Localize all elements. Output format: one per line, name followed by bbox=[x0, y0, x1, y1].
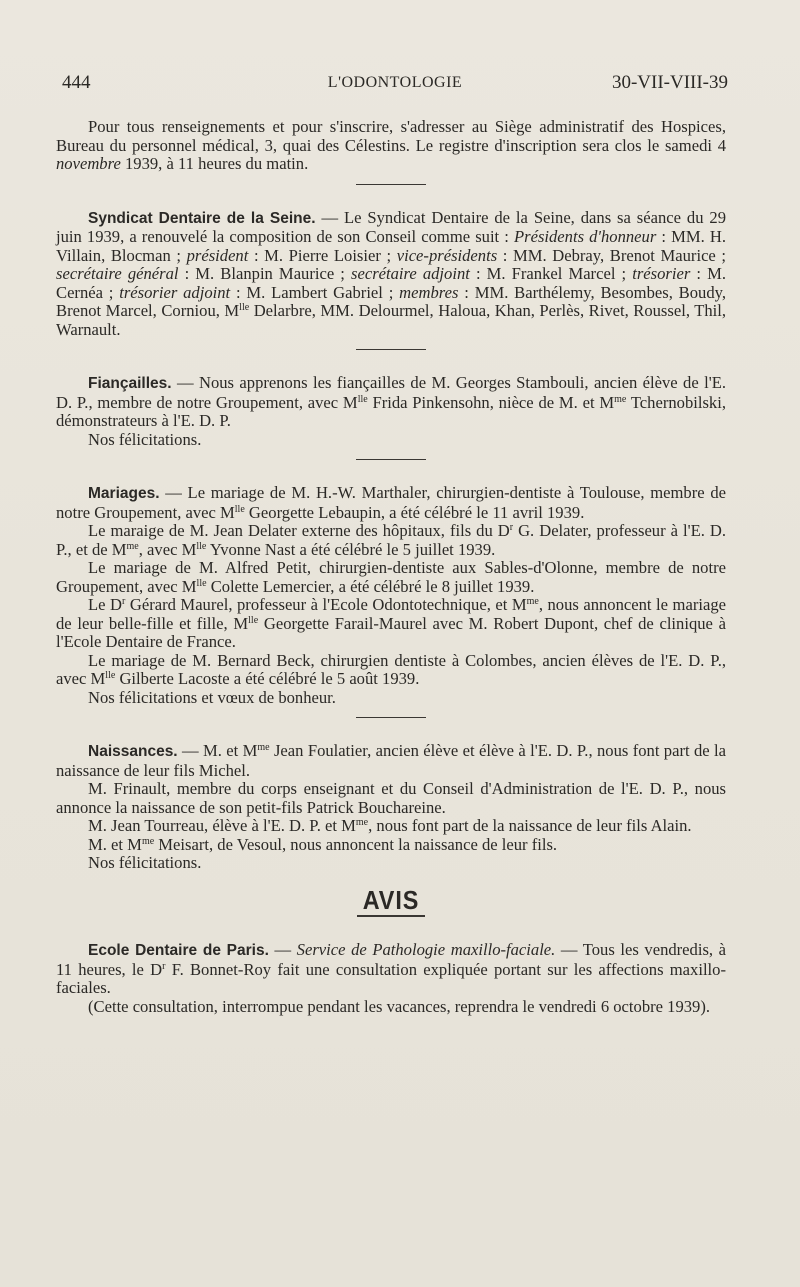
issue-date: 30-VII-VIII-39 bbox=[611, 72, 728, 93]
mariages-heading: Mariages. bbox=[88, 485, 160, 502]
avis-paragraph: Ecole Dentaire de Paris. — Service de Pathologie maxillo-faciale. — Tous les vendredis, à 11 heures, le $D^r$ F. Bonnet-Roy fait une consultation expliquée portant sur les affections maxillo-faciales. bbox=[56, 940, 727, 997]
mariages-paragraph-3: Le mariage de M. Alfred Petit, chirurgien-dentiste aux Sables-d'Olonne, membre de notre Groupement, avec $M^{lle}$ Colette Lemercier, a été célébré le 8 juillet 1939. bbox=[56, 558, 726, 596]
avis-lead: Ecole Dentaire de Paris. bbox=[88, 942, 269, 959]
article-body bbox=[56, 118, 726, 1016]
naissances-paragraph-3: M. Jean Tourreau, élève à l'E. D. P. et $M^{me}$, nous font part de la naissance de leur fils Alain. bbox=[88, 816, 692, 835]
naissances-closing: Nos félicitations. bbox=[88, 853, 202, 872]
mariages-paragraph-1: Mariages. — Le mariage de M. H.-W. Marthaler, chirurgien-dentiste à Toulouse, membre de notre Groupement, avec $M^{lle}$ Georgette Lebaupin, a été célébré le 11 avril 1939. bbox=[56, 483, 726, 522]
avis-divider bbox=[357, 915, 425, 917]
page-header bbox=[62, 72, 728, 100]
avis-paragraph-2: (Cette consultation, interrompue pendant les vacances, reprendra le vendredi 6 octobre 1939). bbox=[88, 996, 711, 1016]
naissances-paragraph-2: M. Frinault, membre du corps enseignant et du Conseil d'Administration de l'E. D. P., nous annonce la naissance de son petit-fils Patrick Bouchareine. bbox=[56, 779, 726, 817]
fiancailles-closing: Nos félicitations. bbox=[88, 429, 202, 449]
journal-title: L'ODONTOLOGIE bbox=[327, 74, 463, 91]
fiancailles-heading: Fiançailles. bbox=[88, 375, 172, 392]
fiancailles-paragraph: Fiançailles. — Nous apprenons les fiançailles de M. Georges Stambouli, ancien élève de l'E. D. P., membre de notre Groupement, avec $M^{lle}$ Frida Pinkensohn, nièce de M. et $M^{me}$ Tchernobilski, démonstrateurs à l'E. D. P. bbox=[56, 373, 726, 430]
naissances-paragraph-4: M. et $M^{me}$ Meisart, de Vesoul, nous annoncent la naissance de leur fils. bbox=[88, 834, 558, 854]
section-divider bbox=[356, 349, 426, 350]
section-divider bbox=[356, 459, 426, 460]
intro-paragraph: Pour tous renseignements et pour s'inscrire, s'adresser au Siège administratif des Hospices, Bureau du personnel médical, 3, quai des Célestins. Le registre d'inscription sera clos le samedi 4 novembre 1939, à 11 heures du matin. bbox=[56, 117, 726, 173]
mariages-closing: Nos félicitations et vœux de bonheur. bbox=[88, 687, 336, 707]
mariages-paragraph-4: Le $D^r$ Gérard Maurel, professeur à l'Ecole Odontotechnique, et $M^{me}$, nous annoncent le mariage de leur belle-fille et fille, $M^{lle}$ Georgette Farail-Maurel avec M. Robert Dupont, chef de clinique à l'Ecole Dentaire de France. bbox=[56, 595, 726, 651]
syndicat-heading: Syndicat Dentaire de la Seine. bbox=[88, 209, 316, 227]
mariages-paragraph-2: Le maraige de M. Jean Delater externe des hôpitaux, fils du $D^r$ G. Delater, professeur à l'E. D. P., et de $M^{me}$, avec $M^{lle}$ Yvonne Nast a été célébré le 5 juillet 1939. bbox=[56, 521, 727, 559]
section-divider bbox=[356, 184, 426, 185]
section-divider bbox=[356, 717, 426, 718]
page-number: 444 bbox=[62, 72, 91, 93]
syndicat-paragraph: Syndicat Dentaire de la Seine. — Le Syndicat Dentaire de la Seine, dans sa séance du 29 juin 1939, a renouvelé la composition de son Conseil comme suit : Présidents d'honneur : MM. H. Villain, Blocman ; président : M. Pierre Loisier ; vice-présidents : MM. Debray, Brenot Maurice ; secrétaire général : M. Blanpin Maurice ; secrétaire adjoint : M. Frankel Marcel ; trésorier : M. Cernéa ; trésorier adjoint : M. Lambert Gabriel ; membres : MM. Barthélemy, Besombes, Boudy, Brenot Marcel, Corniou, $M^{lle}$ Delarbre, MM. Delourmel, Haloua, Khan, Perlès, Rivet, Roussel, Thil, Warnault. bbox=[56, 207, 727, 339]
mariages-paragraph-5: Le mariage de M. Bernard Beck, chirurgien dentiste à Colombes, ancien élèves de l'E. D. P., avec $M^{lle}$ Gilberte Lacoste a été célébré le 5 août 1939. bbox=[56, 650, 726, 688]
avis-heading: AVIS bbox=[362, 884, 420, 915]
naissances-heading: Naissances. bbox=[88, 743, 178, 760]
naissances-paragraph-1: Naissances. — M. et $M^{me}$ Jean Foulatier, ancien élève et élève à l'E. D. P., nous font part de la naissance de leur fils Michel. bbox=[56, 741, 727, 780]
